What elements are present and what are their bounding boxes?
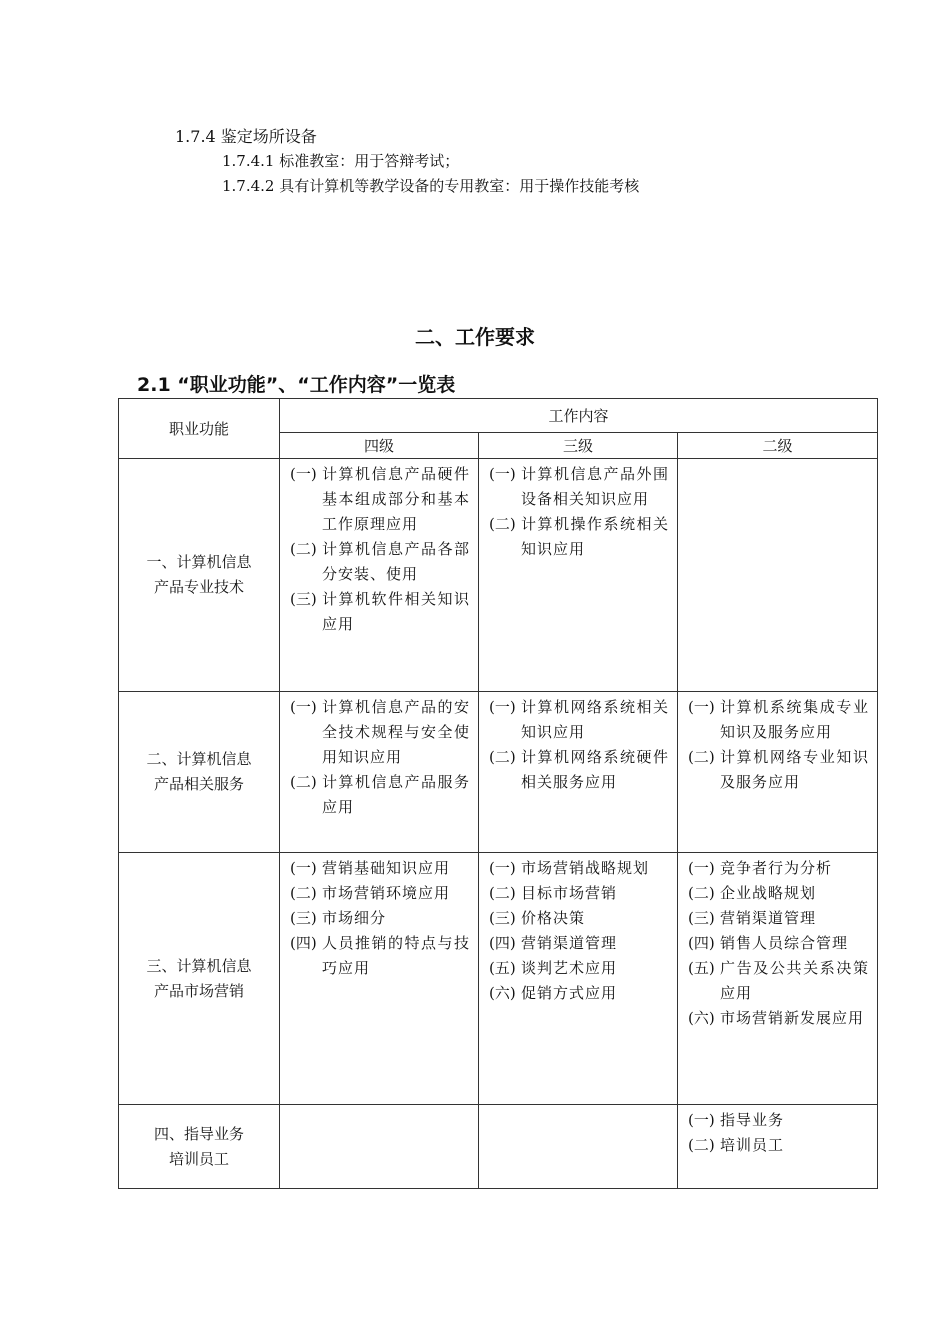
item-text: 价格决策 (521, 909, 586, 927)
item-number: (二) (688, 1136, 715, 1154)
list-item (290, 587, 470, 637)
list-item (489, 881, 669, 906)
item-text: 计算机信息产品硬件基本组成部分和基本工作原理应用 (322, 465, 470, 533)
list-item (290, 856, 470, 881)
item-text: 计算机信息产品外围设备相关知识应用 (521, 465, 669, 508)
list-item (489, 981, 669, 1006)
item-text: 营销基础知识应用 (322, 859, 451, 877)
table-row (119, 853, 878, 1105)
item-number: (一) (290, 859, 317, 877)
item-text: 谈判艺术应用 (521, 959, 618, 977)
item-text: 目标市场营销 (521, 884, 618, 902)
header-level-2: 二级 (678, 433, 878, 459)
item-text: 计算机操作系统相关知识应用 (521, 515, 669, 558)
item-number: (一) (290, 698, 317, 716)
function-label-line: 产品相关服务 (153, 775, 244, 793)
function-label-line: 二、计算机信息 (146, 750, 252, 768)
item-number: (六) (489, 984, 516, 1002)
item-text: 企业战略规划 (720, 884, 817, 902)
item-text: 计算机网络系统硬件相关服务应用 (521, 748, 669, 791)
table-title: 2.1 “职业功能”、“工作内容”一览表 (137, 374, 456, 396)
item-text: 市场营销战略规划 (521, 859, 650, 877)
item-text: 计算机信息产品服务应用 (322, 773, 470, 816)
item-text: 人员推销的特点与技巧应用 (322, 934, 470, 977)
list-item (688, 1108, 869, 1133)
item-number: (一) (489, 859, 516, 877)
item-number: (一) (489, 698, 516, 716)
item-text: 计算机系统集成专业知识及服务应用 (720, 698, 870, 741)
list-item (489, 956, 669, 981)
list-item (489, 931, 669, 956)
header-content: 工作内容 (280, 399, 878, 433)
item-text: 计算机网络系统相关知识应用 (521, 698, 669, 741)
item-number: (一) (290, 465, 317, 483)
item-text: 培训员工 (720, 1136, 785, 1154)
section-1-7-4: 1.7.4 鉴定场所设备 (175, 127, 317, 146)
section-1-7-4-2: 1.7.4.2 具有计算机等教学设备的专用教室：用于操作技能考核 (222, 177, 640, 195)
item-number: (四) (489, 934, 516, 952)
section-1-7-4-1: 1.7.4.1 标准教室：用于答辩考试； (222, 152, 460, 170)
item-number: (三) (489, 909, 516, 927)
item-number: (三) (688, 909, 715, 927)
item-number: (二) (489, 884, 516, 902)
header-level-4: 四级 (280, 433, 479, 459)
list-item (290, 537, 470, 587)
chapter-title: 二、工作要求 (415, 325, 535, 349)
item-text: 计算机信息产品各部分安装、使用 (322, 540, 470, 583)
list-item (688, 695, 869, 745)
item-number: (二) (290, 540, 317, 558)
content-cell (479, 1105, 678, 1189)
content-cell (280, 853, 479, 1105)
content-cell (678, 692, 878, 853)
item-text: 营销渠道管理 (720, 909, 817, 927)
item-text: 市场营销环境应用 (322, 884, 451, 902)
item-number: (一) (688, 1111, 715, 1129)
item-text: 销售人员综合管理 (720, 934, 849, 952)
table-row (119, 1105, 878, 1189)
item-number: (一) (688, 698, 715, 716)
content-cell (678, 1105, 878, 1189)
list-item (688, 1006, 869, 1031)
item-text: 计算机软件相关知识应用 (322, 590, 470, 633)
function-label-line: 一、计算机信息 (146, 553, 252, 571)
item-number: (五) (688, 959, 715, 977)
list-item (489, 906, 669, 931)
function-cell (119, 459, 280, 692)
function-cell (119, 1105, 280, 1189)
list-item (290, 906, 470, 931)
list-item (290, 770, 470, 820)
table-row (119, 459, 878, 692)
header-function: 职业功能 (119, 399, 280, 459)
item-number: (六) (688, 1009, 715, 1027)
item-text: 促销方式应用 (521, 984, 618, 1002)
content-cell (280, 1105, 479, 1189)
table-row (119, 692, 878, 853)
list-item (688, 856, 869, 881)
list-item (489, 695, 669, 745)
item-number: (二) (688, 884, 715, 902)
list-item (290, 931, 470, 981)
content-cell (479, 459, 678, 692)
list-item (489, 745, 669, 795)
item-text: 广告及公共关系决策应用 (720, 959, 870, 1002)
list-item (290, 462, 470, 537)
function-label-line: 四、指导业务 (153, 1124, 244, 1143)
content-cell (479, 853, 678, 1105)
item-number: (二) (290, 773, 317, 791)
list-item (688, 745, 869, 795)
item-text: 计算机信息产品的安全技术规程与安全使用知识应用 (322, 698, 470, 766)
header-level-3: 三级 (479, 433, 678, 459)
list-item (489, 512, 669, 562)
item-number: (三) (290, 909, 317, 927)
item-text: 指导业务 (720, 1111, 785, 1129)
item-text: 营销渠道管理 (521, 934, 618, 952)
list-item (688, 881, 869, 906)
function-cell (119, 692, 280, 853)
list-item (688, 1133, 869, 1158)
list-item (290, 881, 470, 906)
item-number: (三) (290, 590, 317, 608)
item-number: (二) (489, 515, 516, 533)
list-item (290, 695, 470, 770)
item-number: (四) (290, 934, 317, 952)
item-text: 计算机网络专业知识及服务应用 (720, 748, 870, 791)
function-label-line: 培训员工 (168, 1149, 229, 1168)
content-cell (280, 459, 479, 692)
function-cell (119, 853, 280, 1105)
item-text: 竞争者行为分析 (720, 859, 833, 877)
item-number: (二) (290, 884, 317, 902)
item-number: (四) (688, 934, 715, 952)
function-label-line: 产品专业技术 (153, 578, 244, 596)
item-number: (二) (489, 748, 516, 766)
item-number: (五) (489, 959, 516, 977)
list-item (688, 906, 869, 931)
work-requirements-table (118, 398, 878, 1189)
item-number: (一) (489, 465, 516, 483)
item-text: 市场营销新发展应用 (720, 1009, 865, 1027)
list-item (688, 931, 869, 956)
content-cell (678, 853, 878, 1105)
content-cell (280, 692, 479, 853)
function-label-line: 产品市场营销 (153, 981, 244, 1000)
content-cell (479, 692, 678, 853)
function-label-line: 三、计算机信息 (146, 956, 252, 975)
list-item (489, 462, 669, 512)
content-cell (678, 459, 878, 692)
item-number: (二) (688, 748, 715, 766)
item-text: 市场细分 (322, 909, 387, 927)
list-item (688, 956, 869, 1006)
list-item (489, 856, 669, 881)
item-number: (一) (688, 859, 715, 877)
